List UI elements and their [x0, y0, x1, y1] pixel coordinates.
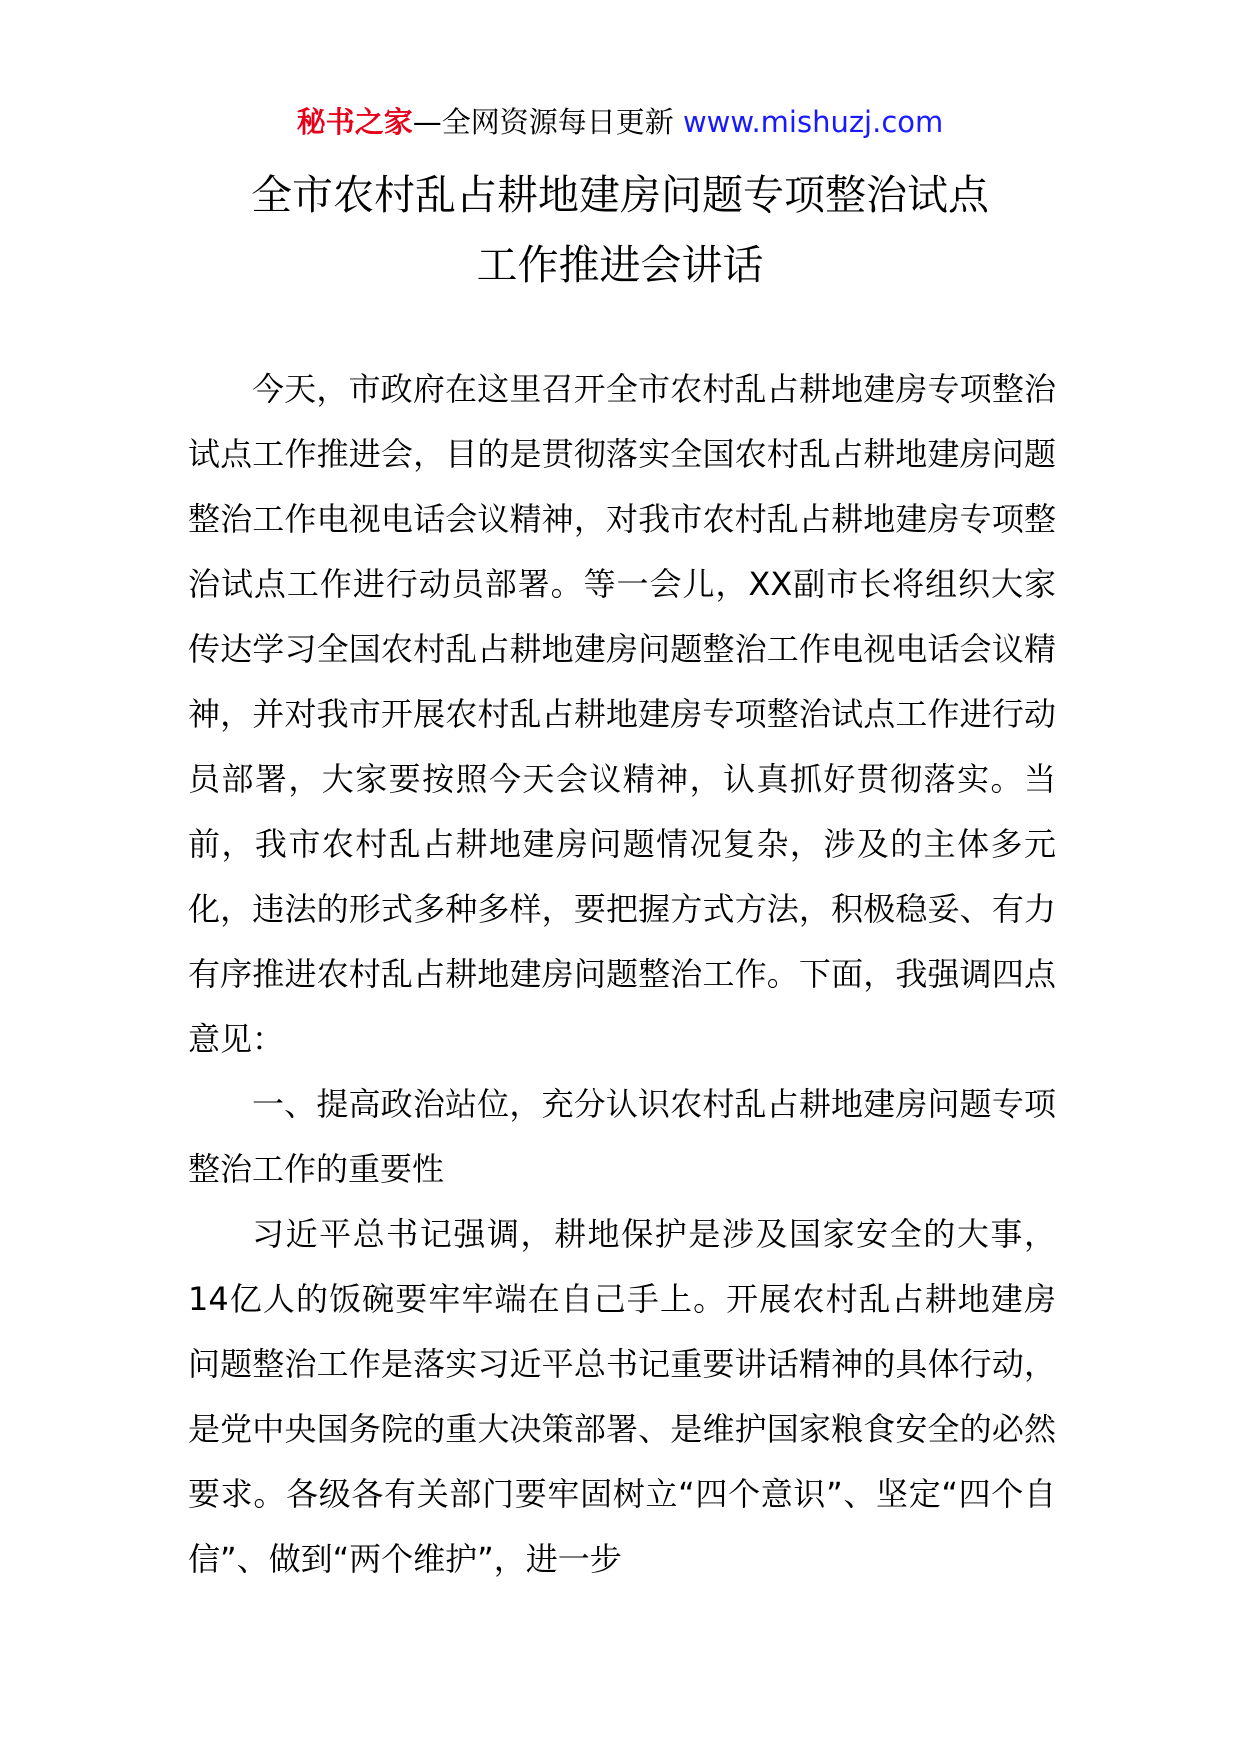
title-line-2: 工作推进会讲话 — [476, 241, 764, 289]
header-slogan: —全网资源每日更新 — [412, 105, 674, 139]
site-url-link[interactable]: www.mishuzj.com — [682, 105, 944, 139]
section-heading-1: 一、提高政治站位，充分认识农村乱占耕地建房问题专项整治工作的重要性 — [188, 1085, 1056, 1188]
document-title — [100, 160, 1140, 300]
intro-paragraph: 今天，市政府在这里召开全市农村乱占耕地建房专项整治试点工作推进会，目的是贯彻落实全国农村乱占耕地建房问题整治工作电视电话会议精神，对我市农村乱占耕地建房专项整治试点工作进行动员部署。等一会儿，XX副市长将组织大家传达学习全国农村乱占耕地建房问题整治工作电视电话会议精神，并对我市开展农村乱占耕地建房专项整治试点工作进行动员部署，大家要按照今天会议精神，认真抓好贯彻落实。当前，我市农村乱占耕地建房问题情况复杂，涉及的主体多元化，违法的形式多种多样，要把握方式方法，积极稳妥、有力有序推进农村乱占耕地建房问题整治工作。下面，我强调四点意见： — [188, 370, 1056, 1058]
body-paragraph: 习近平总书记强调，耕地保护是涉及国家安全的大事，14亿人的饭碗要牢牢端在自己手上。开展农村乱占耕地建房问题整治工作是落实习近平总书记重要讲话精神的具体行动，是党中央国务院的重大决策部署、是维护国家粮食安全的必然要求。各级各有关部门要牢固树立“四个意识”、坚定“四个自信”、做到“两个维护”，进一步 — [188, 1215, 1056, 1578]
title-line-1: 全市农村乱占耕地建房问题专项整治试点 — [251, 171, 989, 219]
document-body — [188, 357, 1056, 1592]
brand-name: 秘书之家 — [296, 105, 413, 139]
site-header — [0, 100, 1240, 144]
